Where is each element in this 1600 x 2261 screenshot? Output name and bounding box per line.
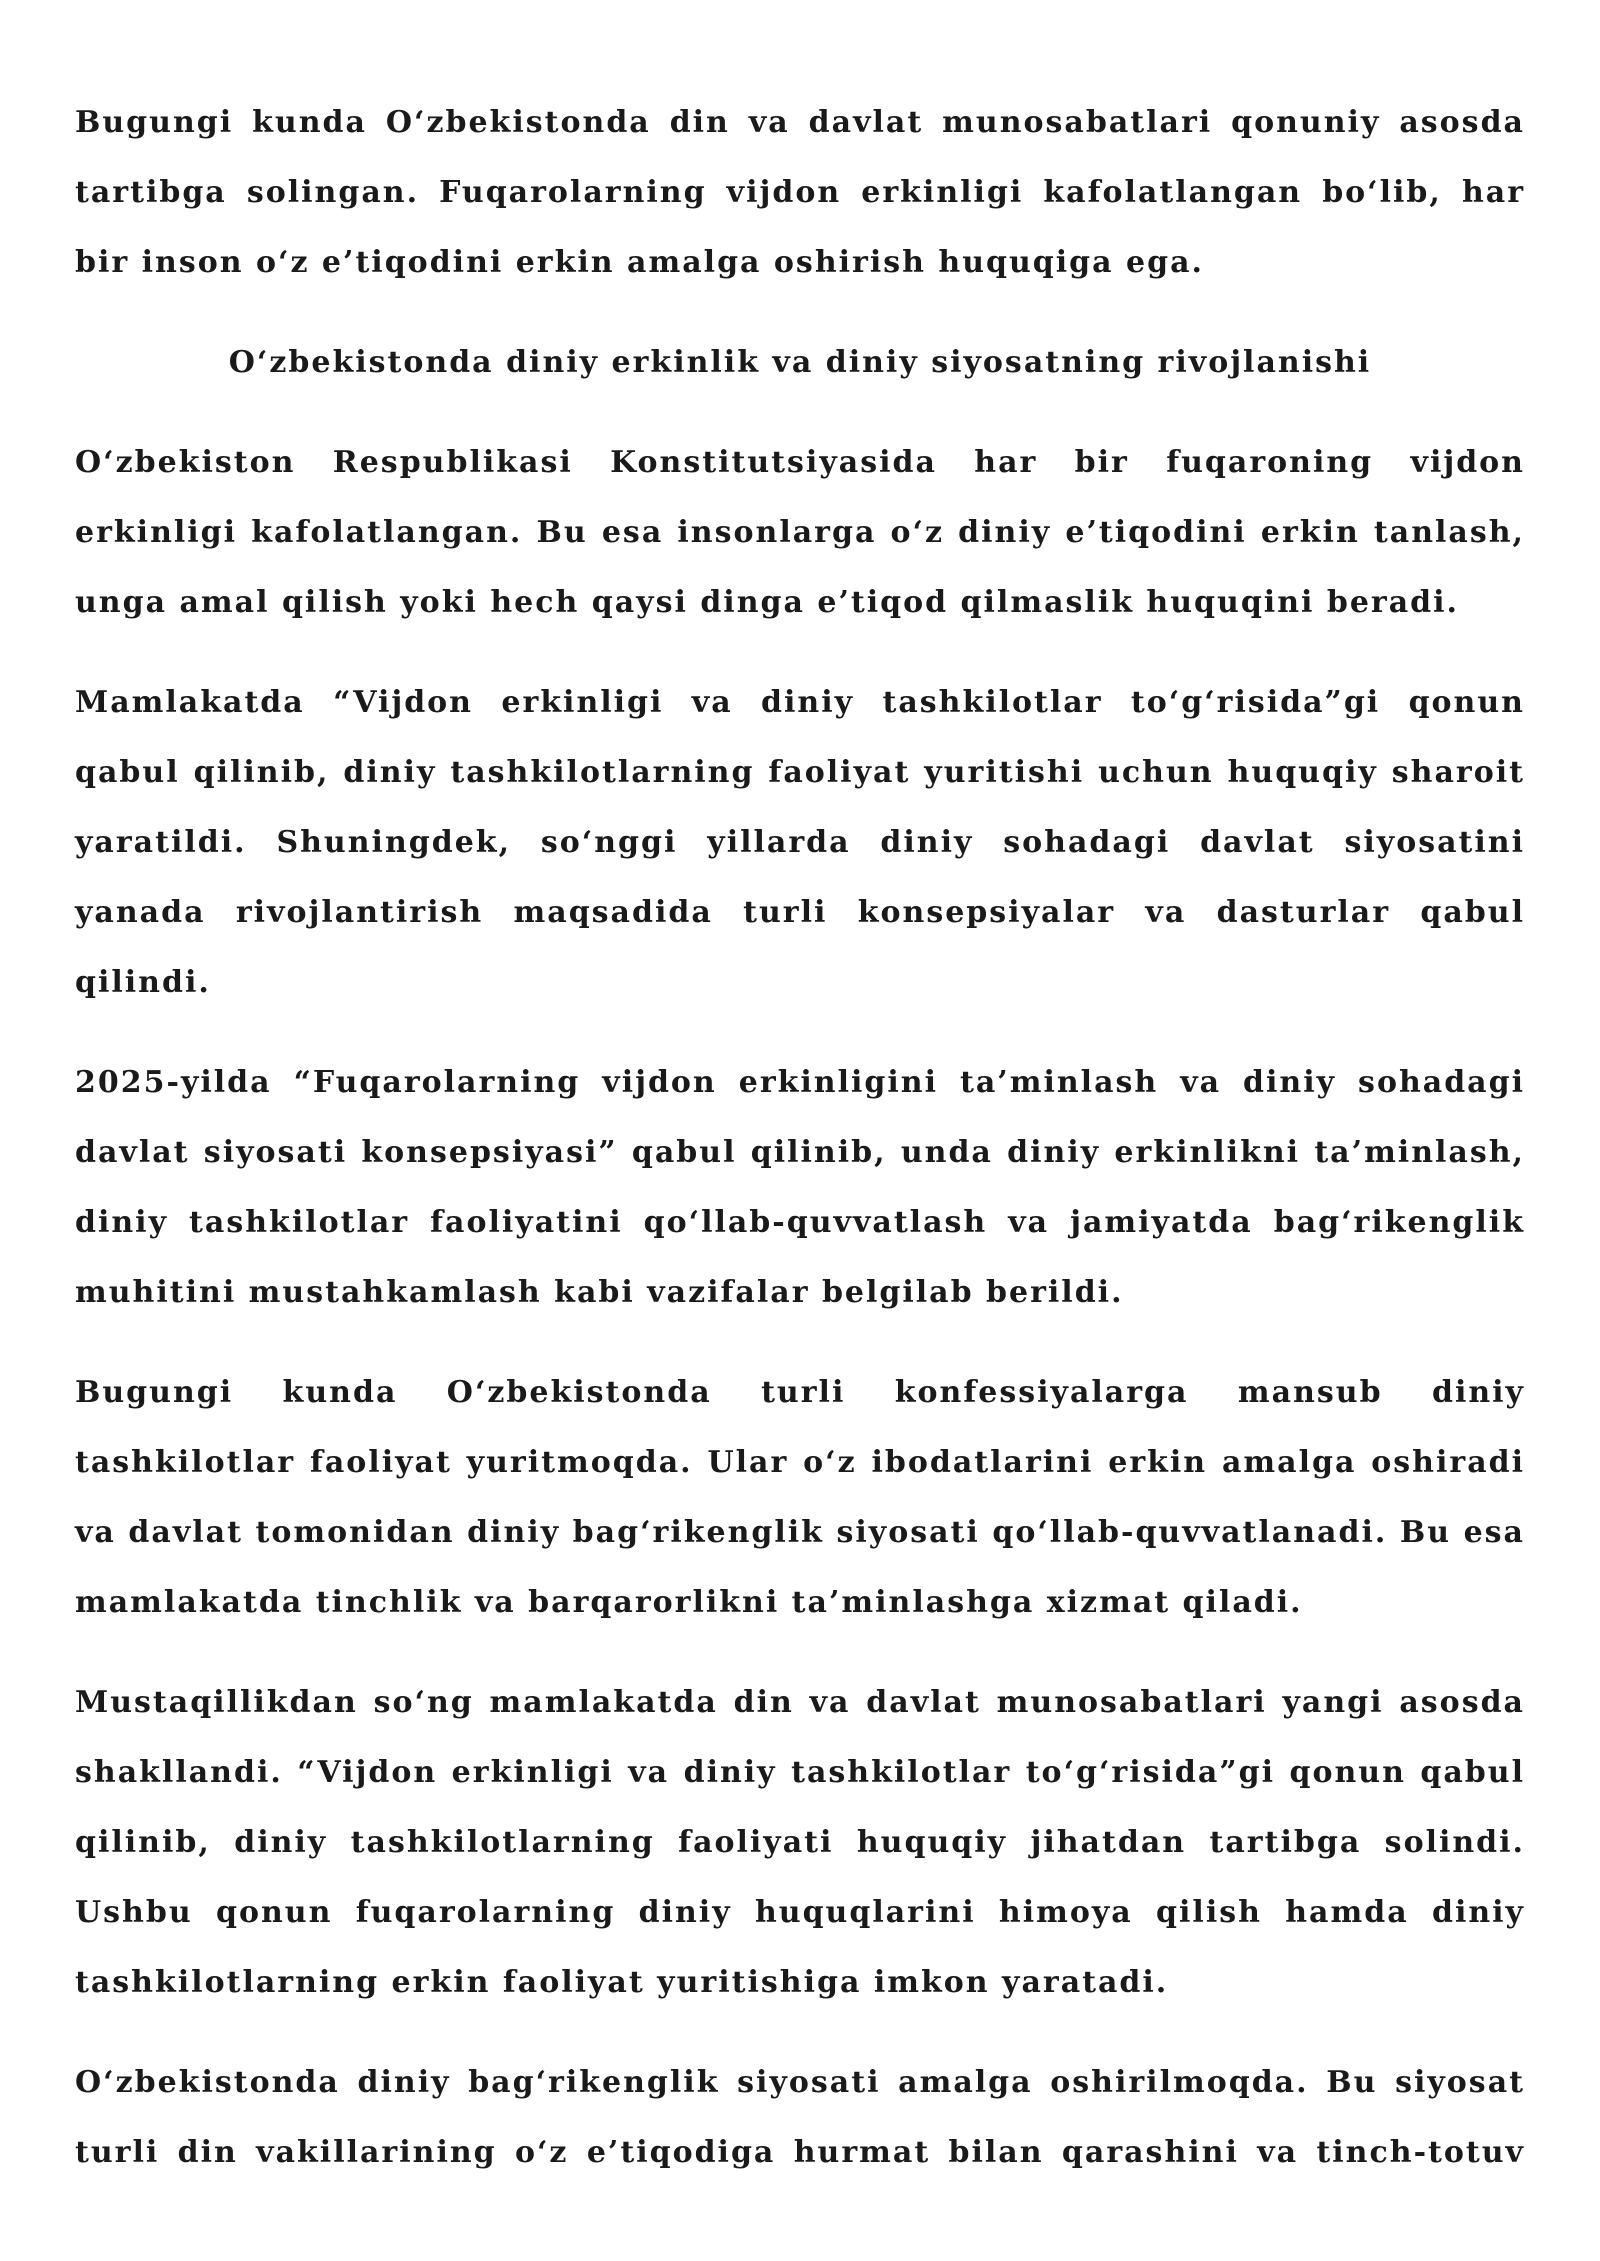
paragraph-constitution: O‘zbekiston Respublikasi Konstitutsiyasida har bir fuqaroning vijdon erkinligi kafolatlangan. Bu esa insonlarga o‘z diniy e’tiqodini erkin tanlash, unga amal qilish yoki hech qaysi dinga e’tiqod qilmaslik huquqini beradi. — [75, 445, 1525, 620]
paragraph-intro: Bugungi kunda O‘zbekistonda din va davlat munosabatlari qonuniy asosda tartibga solingan. Fuqarolarning vijdon erkinligi kafolatlangan bo‘lib, har bir inson o‘z e’tiqodini erkin amalga oshirish huquqiga ega. — [75, 105, 1525, 280]
paragraph-independence: Mustaqillikdan so‘ng mamlakatda din va davlat munosabatlari yangi asosda shakllandi. “Vijdon erkinligi va diniy tashkilotlar to‘g‘risida”gi qonun qabul qilinib, diniy tashkilotlarning faoliyati huquqiy jihatdan tartibga solindi. Ushbu qonun fuqarolarning diniy huquqlarini himoya qilish hamda diniy tashkilotlarning erkin faoliyat yuritishiga imkon yaratadi. — [75, 1685, 1525, 2000]
paragraph-law: Mamlakatda “Vijdon erkinligi va diniy tashkilotlar to‘g‘risida”gi qonun qabul qilinib, diniy tashkilotlarning faoliyat yuritishi uchun huquqiy sharoit yaratildi. Shuningdek, so‘nggi yillarda diniy sohadagi davlat siyosatini yanada rivojlantirish maqsadida turli konsepsiyalar va dasturlar qabul qilindi. — [75, 685, 1525, 1000]
document-page — [75, 88, 1525, 2188]
paragraph-tolerance-partial: O‘zbekistonda diniy bag‘rikenglik siyosati amalga oshirilmoqda. Bu siyosat turli din vakillarining o‘z e’tiqodiga hurmat bilan qarashini va tinch-totuv — [75, 2065, 1525, 2170]
paragraph-confessions: Bugungi kunda O‘zbekistonda turli konfessiyalarga mansub diniy tashkilotlar faoliyat yuritmoqda. Ular o‘z ibodatlarini erkin amalga oshiradi va davlat tomonidan diniy bag‘rikenglik siyosati qo‘llab-quvvatlanadi. Bu esa mamlakatda tinchlik va barqarorlikni ta’minlashga xizmat qiladi. — [75, 1375, 1525, 1620]
section-heading: O‘zbekistonda diniy erkinlik va diniy siyosatning rivojlanishi — [228, 345, 1372, 380]
paragraph-concept-2025: 2025-yilda “Fuqarolarning vijdon erkinligini ta’minlash va diniy sohadagi davlat siyosati konsepsiyasi” qabul qilinib, unda diniy erkinlikni ta’minlash, diniy tashkilotlar faoliyatini qo‘llab-quvvatlash va jamiyatda bag‘rikenglik muhitini mustahkamlash kabi vazifalar belgilab berildi. — [75, 1065, 1525, 1310]
